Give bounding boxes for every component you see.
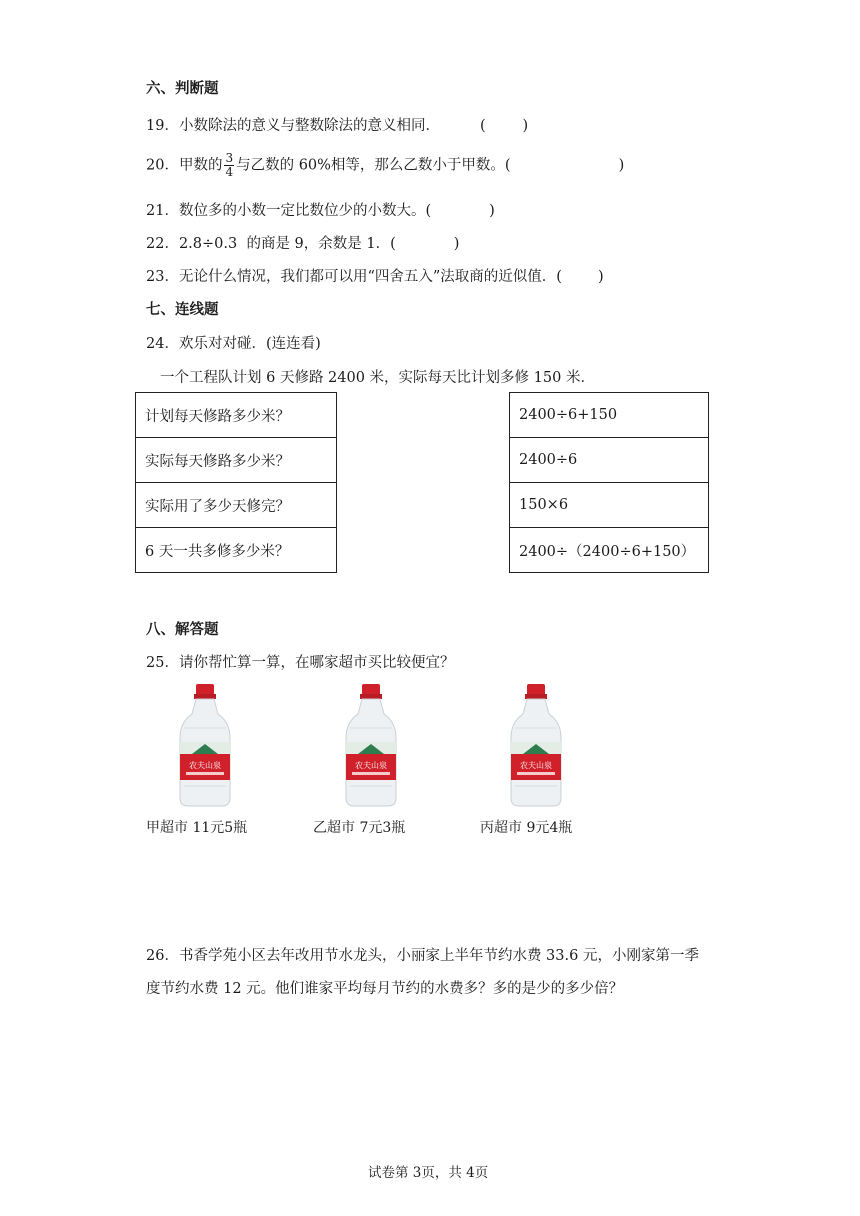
question-23: [146, 265, 604, 286]
section-7-title: 七、连线题: [146, 301, 219, 318]
bottle-brand-text: 农夫山泉: [520, 761, 552, 770]
matching-intro: 一个工程队计划 6 天修路 2400 米，实际每天比计划多修 150 米．: [160, 370, 595, 386]
question-text: 无论什么情况，我们都可以用“四舍五入”法取商的近似值．(: [178, 269, 562, 285]
matching-left-item[interactable]: 实际用了多少天修完？: [136, 483, 337, 528]
matching-left-item[interactable]: 计划每天修路多少米？: [136, 393, 337, 438]
water-bottle-image: [501, 682, 571, 810]
question-26-line-2: 度节约水费 12 元。他们谁家平均每月节约的水费多？多的是少的多少倍？: [146, 981, 624, 997]
question-number: 24．: [146, 336, 179, 352]
question-24: [146, 332, 321, 353]
question-text: 小数除法的意义与整数除法的意义相同．: [178, 118, 440, 134]
answer-paren[interactable]: ( ): [479, 118, 529, 134]
answer-paren-close: ): [453, 236, 460, 252]
question-text-post: 与乙数的 60%相等，那么乙数小于甲数。(: [236, 157, 511, 174]
question-21: [146, 199, 495, 220]
store-caption: 乙超市 7元3瓶: [313, 820, 406, 836]
bottle-brand-text: 农夫山泉: [355, 761, 387, 770]
question-text-pre: 甲数的: [178, 157, 223, 174]
matching-right-item[interactable]: 2400÷6+150: [510, 393, 709, 438]
question-text: 欢乐对对碰．(连连看): [178, 336, 321, 352]
section-6-title: 六、判断题: [146, 80, 219, 97]
question-number: 19．: [146, 118, 179, 134]
section-8-title: 八、解答题: [146, 621, 219, 638]
matching-left-item[interactable]: 实际每天修路多少米？: [136, 438, 337, 483]
question-number: 22．: [146, 236, 179, 252]
water-bottle-image: [336, 682, 406, 810]
water-bottle-image: [170, 682, 240, 810]
question-text: 数位多的小数一定比数位少的小数大。(: [178, 203, 432, 219]
question-number: 23．: [146, 269, 179, 285]
fraction-numerator: 3: [225, 151, 234, 165]
question-19: [146, 114, 528, 135]
fraction-denominator: 4: [225, 165, 234, 179]
question-number: 26．: [146, 948, 179, 964]
question-number: 21．: [146, 203, 179, 219]
answer-paren-close: ): [618, 157, 625, 174]
matching-right-table: [509, 392, 709, 573]
answer-paren-close: ): [597, 269, 604, 285]
question-number: 25．: [146, 655, 179, 671]
matching-right-item[interactable]: 2400÷（2400÷6+150）: [510, 528, 709, 573]
question-22: [146, 232, 459, 253]
question-text: 书香学苑小区去年改用节水龙头，小丽家上半年节约水费 33.6 元，小刚家第一季: [178, 948, 699, 964]
question-number: 20．: [146, 157, 179, 174]
question-text: 2.8÷0.3 的商是 9，余数是 1．(: [178, 236, 396, 252]
answer-paren-close: ): [489, 203, 495, 219]
matching-right-item[interactable]: 150×6: [510, 483, 709, 528]
page-footer: 试卷第 3页，共 4页: [368, 1165, 489, 1181]
store-caption: 甲超市 11元5瓶: [146, 820, 248, 836]
question-26-line-1: [146, 944, 699, 965]
fraction: [224, 152, 234, 179]
question-20: [146, 152, 624, 179]
matching-left-table: [135, 392, 337, 573]
store-caption: 丙超市 9元4瓶: [480, 820, 573, 836]
question-text: 请你帮忙算一算，在哪家超市买比较便宜？: [178, 655, 455, 671]
bottle-brand-text: 农夫山泉: [189, 761, 221, 770]
matching-right-item[interactable]: 2400÷6: [510, 438, 709, 483]
matching-left-item[interactable]: 6 天一共多修多少米？: [136, 528, 337, 573]
question-25: [146, 651, 454, 672]
